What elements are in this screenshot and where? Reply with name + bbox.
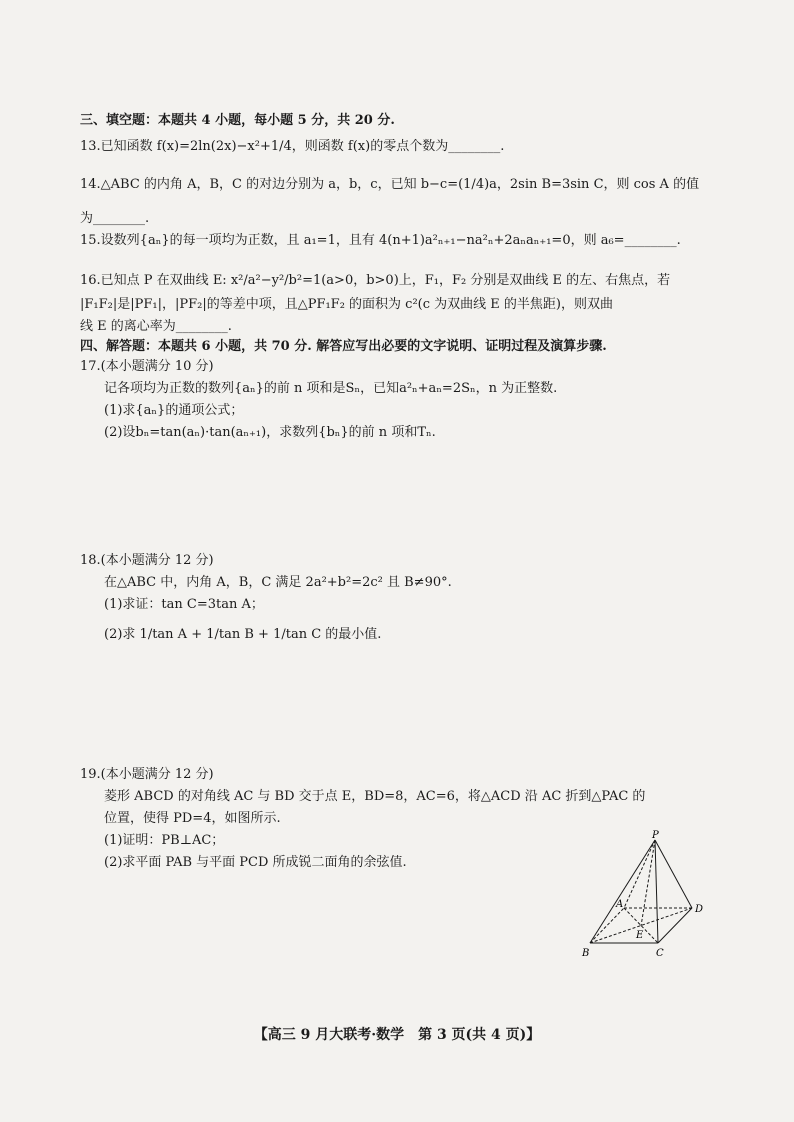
question-18-part1: (1)求证：tan C=3tan A；	[104, 597, 264, 612]
question-19-title: 19.(本小题满分 12 分)	[80, 767, 214, 782]
question-14-line1: 14.△ABC 的内角 A，B，C 的对边分别为 a，b，c，已知 b−c=(1/4)a，2sin B=3sin C，则 cos A 的值	[80, 177, 700, 192]
edge-pa	[624, 840, 655, 908]
edge-pc	[655, 840, 658, 943]
edge-pe	[641, 840, 655, 926]
label-b: B	[582, 948, 590, 959]
question-17-title: 17.(本小题满分 10 分)	[80, 359, 214, 374]
edge-ab	[590, 908, 624, 943]
label-c: C	[656, 948, 664, 959]
question-16-line3: 线 E 的离心率为________.	[80, 319, 232, 334]
edge-pb	[590, 840, 655, 943]
question-18-title: 18.(本小题满分 12 分)	[80, 553, 214, 568]
edge-cd	[658, 908, 692, 943]
label-d: D	[695, 904, 704, 915]
question-13: 13.已知函数 f(x)=2ln(2x)−x²+1/4，则函数 f(x)的零点个数为________.	[80, 139, 505, 154]
label-e: E	[636, 930, 644, 941]
page-footer: 【高三 9 月大联考·数学 第 3 页(共 4 页)】	[253, 1027, 541, 1043]
question-19-stem-line1: 菱形 ABCD 的对角线 AC 与 BD 交于点 E，BD=8，AC=6，将△ACD 沿 AC 折到△PAC 的	[104, 789, 646, 804]
label-p: P	[652, 830, 659, 841]
question-16-line1: 16.已知点 P 在双曲线 E: x²/a²−y²/b²=1(a>0，b>0)上，F₁，F₂ 分别是双曲线 E 的左、右焦点，若	[80, 273, 671, 288]
question-19-part1: (1)证明：PB⊥AC；	[104, 833, 225, 848]
section4-heading: 四、解答题：本题共 6 小题，共 70 分. 解答应写出必要的文字说明、证明过程及演算步骤.	[80, 339, 607, 354]
question-17-part2: (2)设bₙ=tan(aₙ)·tan(aₙ₊₁)，求数列{bₙ}的前 n 项和Tₙ.	[104, 425, 436, 440]
question-18-part2: (2)求 1/tan A + 1/tan B + 1/tan C 的最小值.	[104, 627, 382, 642]
question-15: 15.设数列{aₙ}的每一项均为正数，且 a₁=1，且有 4(n+1)a²ₙ₊₁−na²ₙ+2aₙaₙ₊₁=0，则 a₆=________.	[80, 233, 681, 248]
question-17-stem: 记各项均为正数的数列{aₙ}的前 n 项和是Sₙ，已知a²ₙ+aₙ=2Sₙ，n 为正整数.	[104, 381, 558, 396]
question-14-line2: 为________.	[80, 211, 150, 226]
pyramid-figure	[580, 828, 720, 963]
question-17-part1: (1)求{aₙ}的通项公式；	[104, 403, 244, 418]
question-19-part2: (2)求平面 PAB 与平面 PCD 所成锐二面角的余弦值.	[104, 855, 407, 870]
question-18-stem: 在△ABC 中，内角 A，B，C 满足 2a²+b²=2c² 且 B≠90°.	[104, 575, 452, 590]
question-16-line2: |F₁F₂|是|PF₁|，|PF₂|的等差中项，且△PF₁F₂ 的面积为 c²(c 为双曲线 E 的半焦距)，则双曲	[80, 297, 613, 312]
question-19-stem-line2: 位置，使得 PD=4，如图所示.	[104, 811, 281, 826]
edge-pd	[655, 840, 692, 908]
label-a: A	[616, 899, 624, 910]
section3-heading: 三、填空题：本题共 4 小题，每小题 5 分，共 20 分.	[80, 113, 395, 128]
